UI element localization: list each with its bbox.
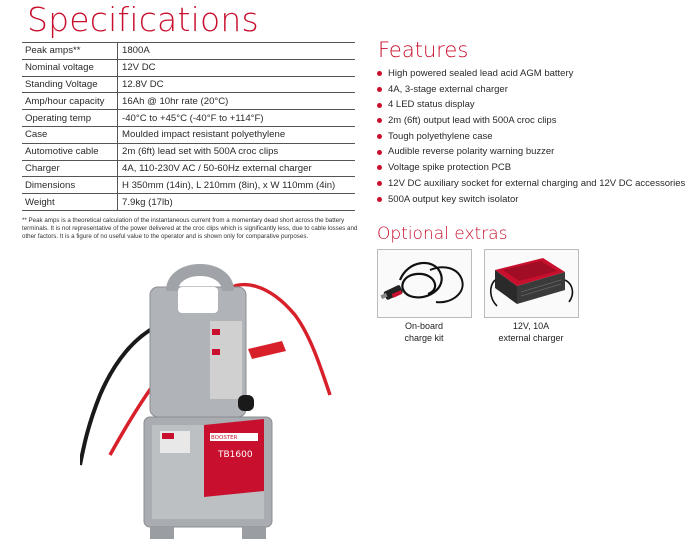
external-charger-caption-line1: 12V, 10A: [512, 321, 550, 331]
bullet-icon: [377, 197, 382, 202]
spec-row: [22, 126, 355, 143]
spec-value: 2m (6ft) lead set with 500A croc clips: [118, 143, 356, 160]
spec-value: 1800A: [118, 43, 356, 60]
spec-value: 12.8V DC: [118, 76, 356, 93]
feature-text: Tough polyethylene case: [388, 130, 493, 142]
optional-extras-title: Optional extras: [377, 224, 508, 244]
bullet-icon: [377, 103, 382, 108]
spec-row: [22, 59, 355, 76]
specifications-table: [22, 42, 355, 211]
spec-value: 7.9kg (17lb): [118, 194, 356, 211]
product-brand-label: BOOSTER: [211, 435, 238, 441]
feature-text: Voltage spike protection PCB: [388, 162, 512, 174]
spec-label: Charger: [22, 160, 118, 177]
bullet-icon: [377, 150, 382, 155]
external-charger-caption: [481, 320, 581, 344]
spec-row: [22, 194, 355, 211]
bullet-icon: [377, 118, 382, 123]
spec-label: Case: [22, 126, 118, 143]
spec-value: 16Ah @ 10hr rate (20°C): [118, 93, 356, 110]
feature-text: 4A, 3-stage external charger: [388, 83, 508, 95]
feature-text: 2m (6ft) output lead with 500A croc clips: [388, 115, 557, 127]
features-title: Features: [378, 38, 469, 62]
spec-row: [22, 160, 355, 177]
feature-item: [377, 160, 685, 176]
spec-row: [22, 177, 355, 194]
spec-label: Peak amps**: [22, 43, 118, 60]
spec-value: Moulded impact resistant polyethylene: [118, 126, 356, 143]
spec-label: Weight: [22, 194, 118, 211]
feature-item: [377, 144, 685, 160]
spec-value: H 350mm (14in), L 210mm (8in), x W 110mm (4in): [118, 177, 356, 194]
charge-kit-caption-line1: On-board: [404, 321, 444, 331]
feature-text: 4 LED status display: [388, 99, 475, 111]
bullet-icon: [377, 87, 382, 92]
spec-row: [22, 76, 355, 93]
spec-label: Operating temp: [22, 110, 118, 127]
spec-label: Dimensions: [22, 177, 118, 194]
feature-item: [377, 129, 685, 145]
feature-text: Audible reverse polarity warning buzzer: [388, 146, 555, 158]
peak-amps-footnote: ** Peak amps is a theoretical calculation of the instantaneous current from a momentary dead short across the battery terminals. It is not representative of the power delivered at the croc clips which is significantly less, due to cable losses and other factors. It is a figure of no useful value to the operator and is shown only for comparative purposes.: [22, 217, 358, 241]
spec-label: Amp/hour capacity: [22, 93, 118, 110]
specifications-title: Specifications: [27, 0, 259, 39]
feature-item: [377, 97, 685, 113]
feature-text: 12V DC auxiliary socket for external charging and 12V DC accessories: [388, 177, 686, 189]
feature-item: [377, 192, 685, 208]
spec-value: 12V DC: [118, 59, 356, 76]
bullet-icon: [377, 165, 382, 170]
external-charger-image: [484, 249, 579, 318]
spec-label: Automotive cable: [22, 143, 118, 160]
external-charger-caption-line2: external charger: [498, 333, 564, 343]
bullet-icon: [377, 134, 382, 139]
spec-value: -40°C to +45°C (-40°F to +114°F): [118, 110, 356, 127]
spec-label: Nominal voltage: [22, 59, 118, 76]
charge-kit-caption: [374, 320, 474, 344]
feature-item: [377, 176, 685, 192]
feature-item: [377, 113, 685, 129]
spec-label: Standing Voltage: [22, 76, 118, 93]
bullet-icon: [377, 181, 382, 186]
features-list: [377, 66, 685, 207]
spec-row: [22, 93, 355, 110]
spec-row: [22, 110, 355, 127]
feature-text: High powered sealed lead acid AGM battery: [388, 68, 574, 79]
charge-kit-caption-line2: charge kit: [404, 333, 444, 343]
jump-starter-product-image: [80, 245, 340, 545]
charge-kit-image: [377, 249, 472, 318]
feature-text: 500A output key switch isolator: [388, 193, 519, 205]
spec-row: [22, 43, 355, 60]
spec-value: 4A, 110-230V AC / 50-60Hz external charger: [118, 160, 356, 177]
bullet-icon: [377, 71, 382, 76]
product-model-label: TB1600: [218, 450, 253, 460]
feature-item: [377, 66, 685, 82]
feature-item: [377, 82, 685, 98]
spec-row: [22, 143, 355, 160]
